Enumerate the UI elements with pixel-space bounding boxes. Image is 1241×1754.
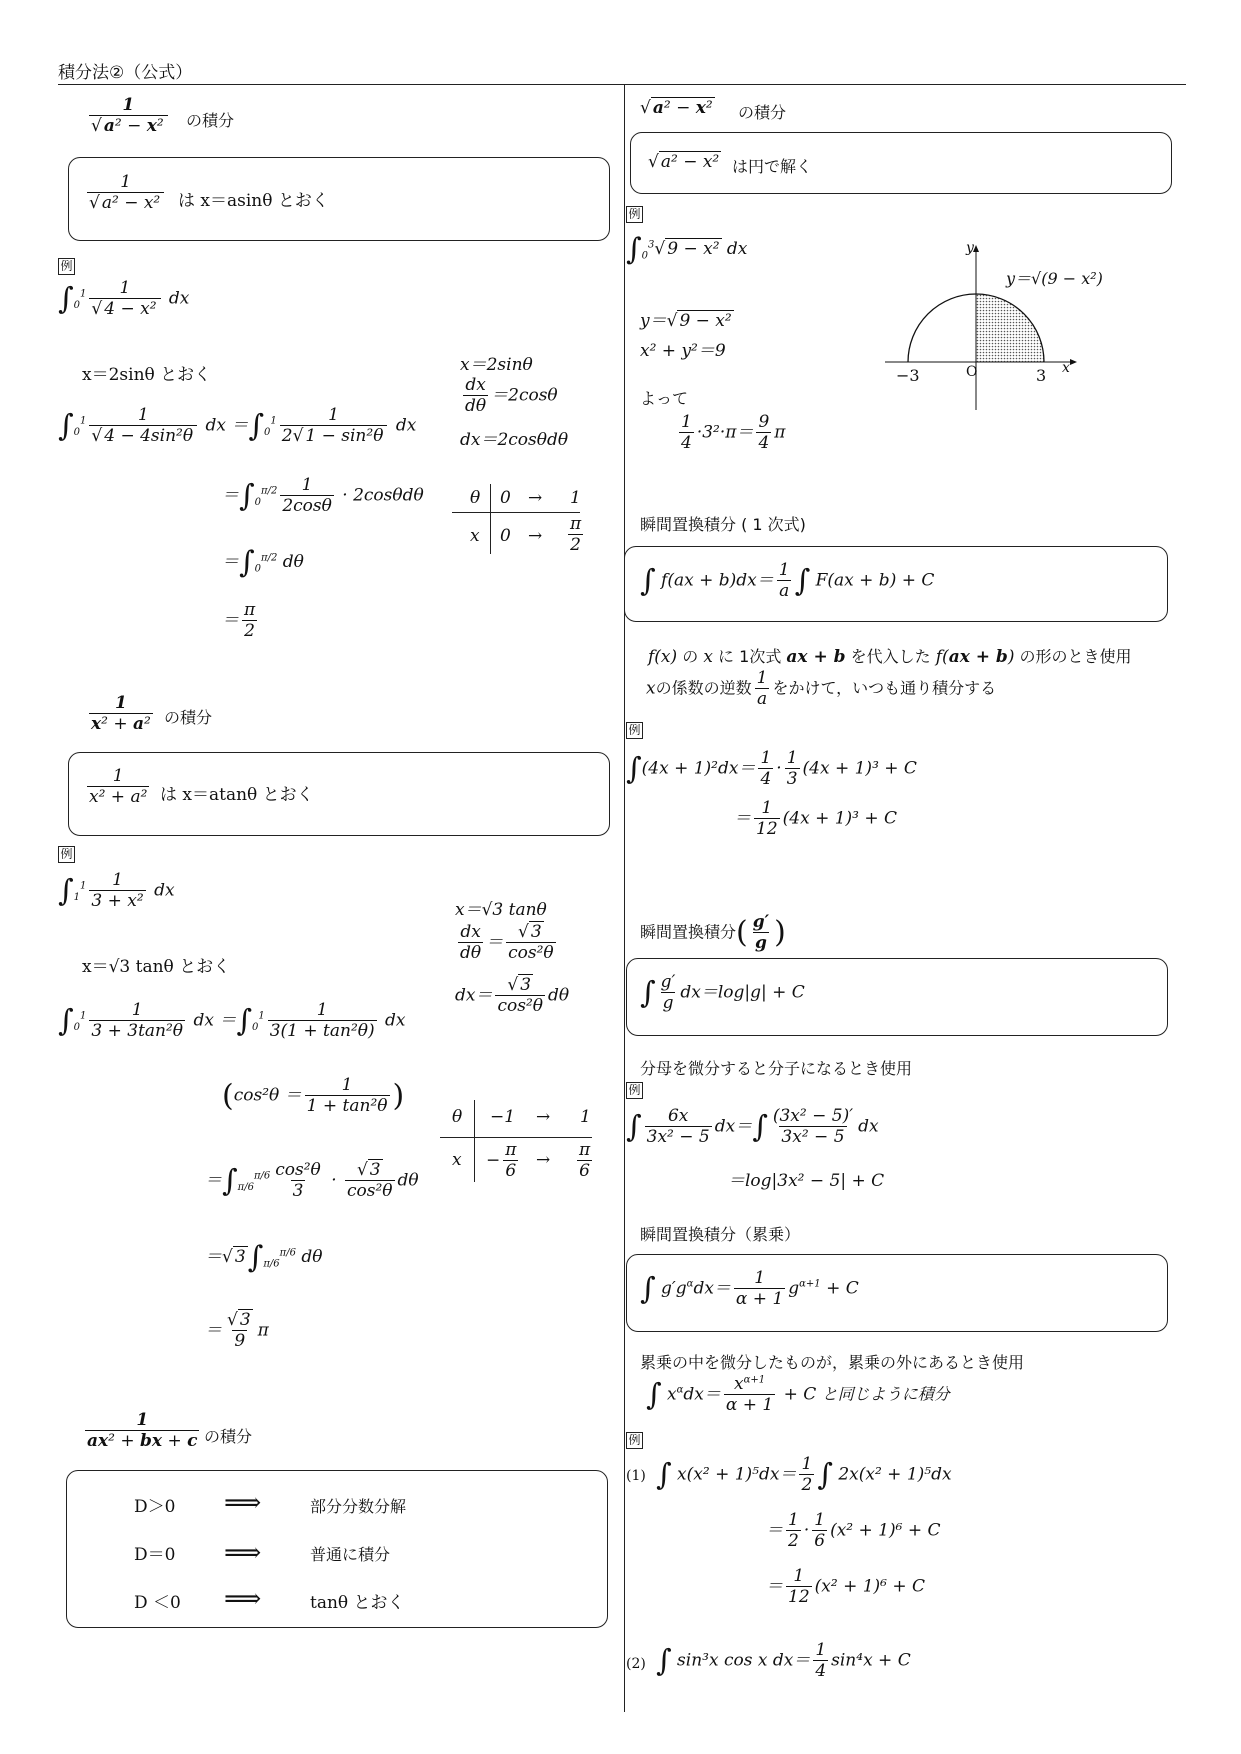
r2-example-1: ∫(4x + 1)²dx＝ $\frac{1}{4}$ · $\frac{1}{3}$ (4x + 1)³ + C	[626, 748, 917, 790]
s3-row-3-cond: D ＜0	[134, 1593, 181, 1613]
s1-step-3: $=\int_0^{\pi/2}$ dθ	[222, 545, 304, 580]
s2-table-x-from: − $\frac{\pi}{6}$	[486, 1140, 517, 1182]
r2-note-1-d: の形のとき使用	[1019, 647, 1132, 666]
graph-curve-label: y＝√(9 − x²)	[1006, 269, 1103, 288]
r1-example-integral: $\int_0^3√$ 9 − x² dx	[626, 232, 748, 267]
graph-x-axis-label: x	[1062, 360, 1070, 376]
r1-example-label: 例	[626, 206, 643, 223]
s2-example-integral: $\int_1^1$ $\frac{1}{\text{3 + x²}}$ dx	[58, 870, 175, 912]
s1-example-integral: $\int_0^1$ $\frac{1}{\text{√ 4 − x²}}$ dx	[58, 278, 190, 320]
r2-note-2-b: をかけて，いつも通り積分する	[772, 678, 997, 698]
r1-box-text: は円で解く	[732, 157, 813, 176]
s2-table-vline	[474, 1100, 475, 1182]
s1-step-4: ＝ $\frac{\pi}{2}$	[222, 600, 256, 642]
s2-table-theta-to: 1	[580, 1107, 591, 1127]
r4-formula: ∫ $g'g^\alpha dx=$ $\frac{1}{\alpha + 1}$ $g^{\alpha+1} + C$	[640, 1268, 859, 1310]
s2-table-theta-from: −1	[490, 1107, 516, 1127]
graph-neg3-label: −3	[896, 366, 920, 385]
r1-eq-1: y＝√ 9 − x²	[640, 311, 732, 331]
r3-heading-text: 瞬間置換積分	[640, 922, 737, 942]
s2-table-hline	[440, 1137, 592, 1138]
r4-note-2: ∫ $x^\alpha dx=$ $\frac{x^{\alpha+1}}{\alpha + 1}$ + C と同じように積分	[646, 1374, 950, 1416]
s3-row-3-text: tanθ とおく	[310, 1593, 405, 1613]
r4-ex1-step-1: ∫ x(x² + 1)⁵dx＝ $\frac{1}{2}$ ∫ 2x(x² + 1)⁵dx	[656, 1454, 952, 1496]
r2-note-2-a: の係数の逆数	[655, 678, 752, 698]
s2-table-theta: θ	[452, 1107, 463, 1127]
s2-identity: (cos²θ ＝ $\frac{1}{\text{1 + tan²θ}}$ )	[222, 1075, 405, 1117]
s1-table-theta: θ	[470, 488, 481, 508]
s2-side-2: $\frac{dx}{d\theta}$ ＝ $\frac{√ 3}{\text{cos²θ}}$	[460, 922, 554, 964]
s1-table-hline	[452, 512, 580, 513]
s3-row-2-text: 普通に積分	[310, 1545, 391, 1564]
r1-box-formula: √ a² − x²	[648, 152, 720, 172]
r2-example-2: ＝ $\frac{1}{12}$ (4x + 1)³ + C	[734, 798, 898, 840]
s2-step-2: $=\int_{\pi/6}^{\pi/6}$ $\frac{\text{cos²θ}}{3}$ · $\frac{√ 3}{\text{cos²θ}}$ dθ	[205, 1160, 419, 1202]
s1-table-vline	[490, 484, 491, 554]
s2-heading-label: の積分	[164, 708, 213, 727]
r1-therefore: よって	[640, 389, 689, 408]
s2-heading-formula: $\frac{1}{\text{x² + a²}}$	[91, 693, 151, 735]
s3-row-2-arrow-icon: ⟹	[224, 1538, 262, 1568]
s1-side-3: dx＝2cosθdθ	[460, 430, 569, 450]
s3-row-1-arrow-icon: ⟹	[224, 1488, 262, 1518]
r3-example-label: 例	[626, 1082, 643, 1099]
graph-pos3-label: 3	[1036, 366, 1047, 385]
page-title: 積分法②（公式）	[58, 63, 193, 83]
r4-ex1-step-3: ＝ $\frac{1}{12}$ (x² + 1)⁶ + C	[766, 1566, 926, 1608]
s1-side-2: $\frac{dx}{d\theta}$ ＝2cosθ	[465, 375, 558, 417]
column-divider	[624, 84, 625, 1712]
s2-step-3: ＝√ $3\int_{\pi/6}^{\pi/6}$ dθ	[205, 1240, 323, 1275]
r3-formula: ∫ $\frac{g'}{g}$ dx＝log|g| + C	[640, 972, 805, 1014]
r1-heading-label: の積分	[738, 103, 787, 122]
r2-note-2: xの係数の逆数 $\frac{1}{a}$ をかけて，いつも通り積分する	[646, 668, 997, 710]
s1-table-x: x	[470, 526, 480, 546]
r3-example-2: ＝log|3x² − 5| + C	[728, 1171, 885, 1191]
r4-note-1: 累乗の中を微分したものが，累乗の外にあるとき使用	[640, 1353, 1025, 1372]
s1-side-2-rhs: ＝2cosθ	[491, 385, 558, 406]
s3-heading-formula: $\frac{1}{\text{ax² + bx + c}}$	[87, 1410, 198, 1452]
r2-example-label: 例	[626, 722, 643, 739]
s2-box-text: は x＝atanθ とおく	[160, 785, 314, 805]
r3-heading: 瞬間置換積分( $\frac{g'}{g}$ )	[640, 912, 786, 954]
s2-substitution: x＝√3 tanθ とおく	[82, 957, 231, 977]
s1-table-theta-to: 1	[570, 488, 581, 508]
s1-box-text: は x＝asinθ とおく	[178, 191, 329, 211]
r3-note: 分母を微分すると分子になるとき使用	[640, 1059, 913, 1078]
r2-formula: ∫ f(ax + b)dx＝ $\frac{1}{a}$ ∫ F(ax + b) + C	[640, 560, 935, 602]
s2-side-3: dx＝ $\frac{√ 3}{\text{cos²θ}}$ dθ	[455, 975, 570, 1017]
s3-row-1-cond: D＞0	[134, 1497, 176, 1517]
s1-table-theta-from: 0	[500, 488, 511, 508]
s3-heading-label: の積分	[204, 1427, 253, 1446]
s2-table-x: x	[452, 1150, 462, 1170]
r1-eq-2: x² + y²＝9	[640, 341, 726, 361]
s1-heading-label: の積分	[186, 111, 235, 130]
s2-box-fraction: $\frac{1}{\text{x² + a²}}$	[89, 766, 148, 808]
s1-table-arrow-2: →	[528, 526, 543, 546]
r2-heading: 瞬間置換積分 ( 1 次式)	[640, 515, 806, 534]
s2-example-label: 例	[58, 846, 75, 863]
r4-ex2: ∫ sin³x cos x dx＝ $\frac{1}{4}$ sin⁴x + C	[656, 1640, 911, 1682]
r2-note-1-a: の	[682, 647, 699, 666]
r4-example-label: 例	[626, 1432, 643, 1449]
s1-step-1: $\int_0^1$ $\frac{1}{\text{√ 4 − 4sin²θ}}$ dx $=\int_0^1$ $\frac{1}{\text{2√ 1 − sin²θ}}$ dx	[58, 405, 417, 447]
s2-table-x-to: $\frac{\pi}{6}$	[579, 1140, 591, 1182]
title-rule	[58, 84, 1186, 85]
s3-row-3-arrow-icon: ⟹	[224, 1584, 262, 1614]
r1-heading-formula: √ a² − x²	[640, 98, 713, 118]
r3-example-1: ∫ $\frac{6x}{\text{3x² − 5}}$ dx＝∫ $\frac{\text{(3x² − 5)′}}{\text{3x² − 5}}$ dx	[626, 1106, 879, 1148]
r4-example-num-2: (2)	[626, 1656, 646, 1672]
s1-heading-formula: $\frac{1}{\text{√ a² − x²}}$	[86, 95, 171, 137]
s1-example-label: 例	[58, 258, 75, 275]
r2-note-1-b: に 1次式	[718, 647, 782, 666]
s3-row-1-text: 部分分数分解	[310, 1497, 407, 1516]
s2-step-1: $\int_0^1$ $\frac{1}{\text{3 + 3tan²θ}}$ dx $=\int_0^1$ $\frac{1}{\text{3(1 + tan²θ)}}$ dx	[58, 1000, 406, 1042]
graph-origin-label: O	[966, 364, 978, 380]
s3-row-2-cond: D＝0	[134, 1545, 176, 1565]
s1-side-1: x＝2sinθ	[460, 355, 533, 375]
s1-table-x-from: 0	[500, 526, 511, 546]
r4-ex1-step-2: ＝ $\frac{1}{2}$ · $\frac{1}{6}$ (x² + 1)⁶ + C	[766, 1510, 941, 1552]
r2-note-1-c: を代入した	[850, 647, 931, 666]
s1-step-2: $=\int_0^{\pi/2}$ $\frac{1}{2\cos\theta}$ · 2cosθdθ	[222, 475, 424, 517]
s1-substitution: x＝2sinθ とおく	[82, 365, 212, 385]
r1-result: $\frac{1}{4}$ ·3²·π＝ $\frac{9}{4}$ π	[681, 412, 786, 454]
s2-table-arrow-1: →	[536, 1107, 551, 1127]
graph-y-axis-label: y	[966, 240, 974, 256]
s2-table-arrow-2: →	[536, 1150, 551, 1170]
s1-table-arrow-1: →	[528, 488, 543, 508]
r4-note-2-text: と同じように積分	[821, 1384, 950, 1404]
s1-box-fraction: $\frac{1}{\text{√ a² − x²}}$	[84, 172, 167, 214]
s2-side-1: x＝√3 tanθ	[455, 900, 547, 920]
r4-heading: 瞬間置換積分（累乗）	[640, 1225, 801, 1244]
s2-step-4: ＝ $\frac{√ 3}{9}$ π	[205, 1310, 269, 1352]
s1-table-x-to: $\frac{\pi}{2}$	[570, 514, 582, 556]
r4-example-num-1: (1)	[626, 1468, 646, 1484]
r2-note-1: f(x) の x に 1次式 ax + b を代入した f(ax + b) の形のとき使用	[648, 647, 1132, 667]
